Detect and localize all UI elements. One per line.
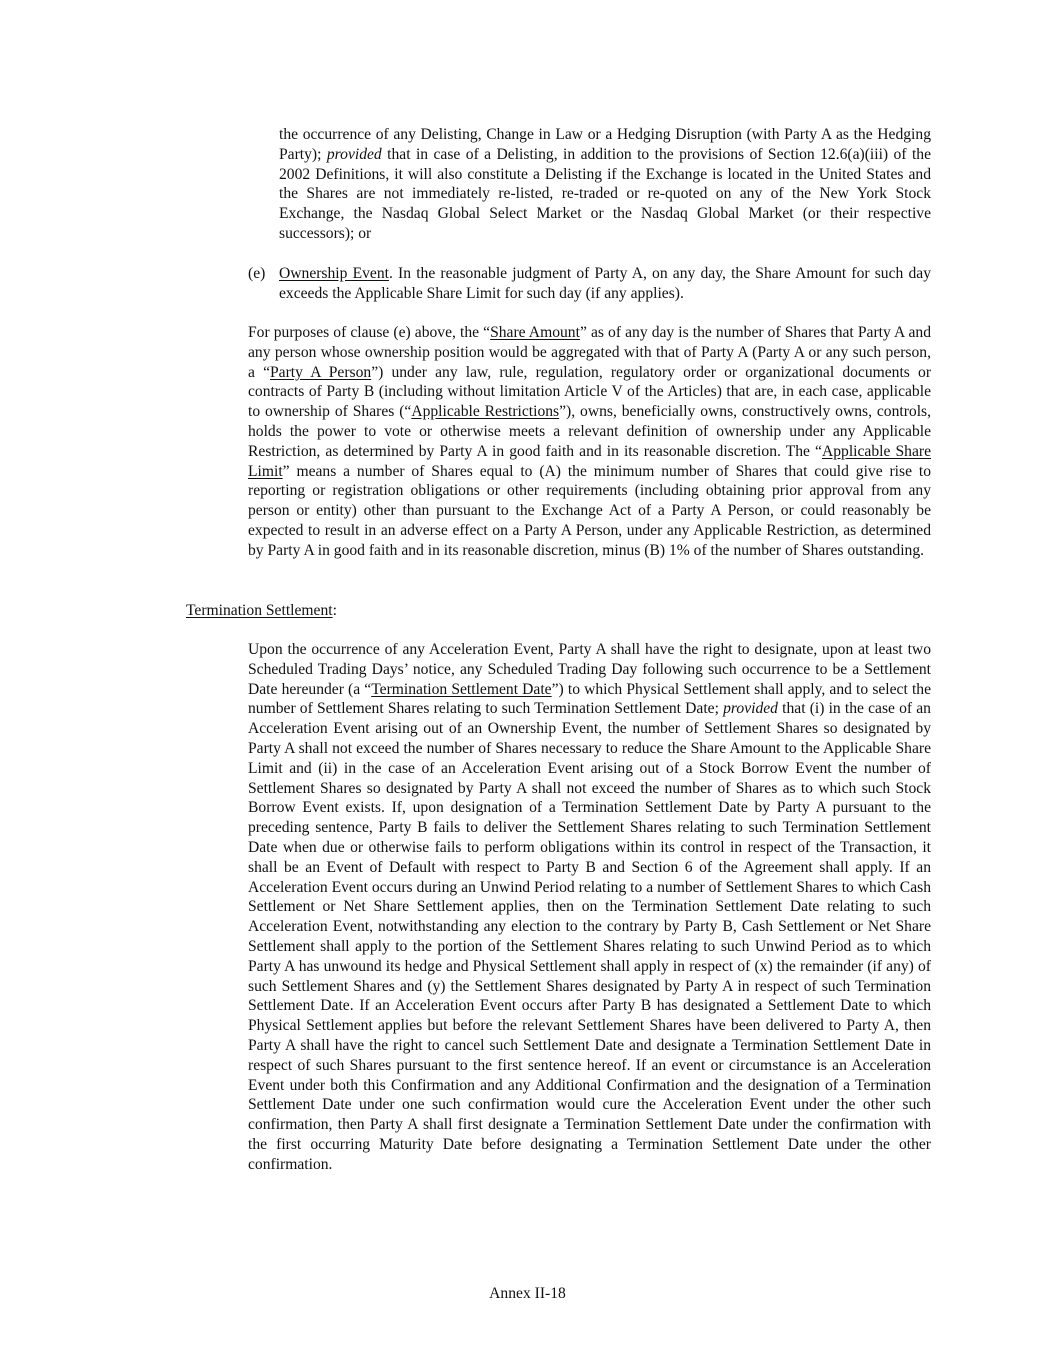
definitions-text-2: ” as of any day is the number of Shares that Party A and any person whose ownership position would be aggregated with that of Party A (Party A or any such person, a “ (248, 324, 931, 381)
applicable-share-limit-term: Applicable Share Limit (248, 442, 931, 480)
applicable-restrictions-term: Applicable Restrictions (411, 403, 560, 421)
party-a-person-term: Party A Person (270, 363, 372, 381)
clause-e-label: (e) (248, 265, 266, 282)
termination-text-1: Upon the occurrence of any Acceleration Event, Party A shall have the right to designate, upon at least two Scheduled Trading Days’ notice, any Scheduled Trading Day following such occurrence to be a Settlement Date hereunder (a “ (248, 641, 931, 698)
ownership-event-term: Ownership Event (279, 265, 389, 282)
definitions-paragraph (248, 323, 931, 561)
termination-text-2: ”) to which Physical Settlement shall apply, and to select the number of Settlement Shares relating to such Termination Settlement Date; (248, 680, 931, 718)
page-footer: Annex II-18 (489, 1285, 566, 1302)
termination-text-3: that (i) in the case of an Acceleration Event arising out of an Ownership Event, the number of Settlement Shares so designated by Party A shall not exceed the number of Shares necessary to reduce the Share Amount to the Applicable Share Limit and (ii) in the case of an Acceleration Event arising out of a Stock Borrow Event the number of Settlement Shares so designated by Party A shall not exceed the number of Shares as to which such Stock Borrow Event exists. If, upon designation of a Termination Settlement Date by Party A pursuant to the preceding sentence, Party B fails to deliver the Settlement Shares relating to such Termination Settlement Date when due or otherwise fails to perform obligations within its control in respect of the Transaction, it shall be an Event of Default with respect to Party B and Section 6 of the Agreement shall apply. If an Acceleration Event occurs during an Unwind Period relating to a number of Settlement Shares to which Cash Settlement or Net Share Settlement applies, then on the Termination Settlement Date relating to such Acceleration Event, notwithstanding any election to the contrary by Party B, Cash Settlement or Net Share Settlement shall apply to the portion of the Settlement Shares relating to such Unwind Period as to which Party A has unwound its hedge and Physical Settlement shall apply in respect of (x) the remainder (if any) of such Settlement Shares and (y) the Settlement Shares designated by Party A in respect of such Termination Settlement Date. If an Acceleration Event occurs after Party B has designated a Settlement Date to which Physical Settlement applies but before the relevant Settlement Shares have been delivered to Party A, then Party A shall have the right to cancel such Settlement Date and designate a Termination Settlement Date in respect of such Shares pursuant to the first sentence hereof. If an event or circumstance is an Acceleration Event under both this Confirmation and any Additional Confirmation and the designation of a Termination Settlement Date under one such confirmation would cure the Acceleration Event under the other such confirmation, then Party A shall first designate a Termination Settlement Date under the confirmation with the first occurring Maturity Date before designating a Termination Settlement Date under the other confirmation. (248, 700, 931, 1173)
termination-settlement-heading (186, 601, 337, 621)
continuation-text-1: the occurrence of any Delisting, Change in Law or a Hedging Disruption (with Party A as the Hedging Party); (279, 126, 931, 163)
continuation-paragraph (279, 125, 931, 244)
clause-e-body (279, 264, 931, 304)
clause-e (248, 264, 931, 304)
provided-italic-2: provided (723, 700, 778, 718)
definitions-text-4: ”), owns, beneficially owns, constructively owns, controls, holds the power to vote or otherwise meets a relevant definition of ownership under any Applicable Restriction, as determined by Party A in good faith and in its reasonable discretion. The “ (248, 403, 931, 460)
continuation-text-2: that in case of a Delisting, in addition to the provisions of Section 12.6(a)(iii) of the 2002 Definitions, it will also constitute a Delisting if the Exchange is located in the United States and the Shares are not immediately re-listed, re-traded or re-quoted on any of the New York Stock Exchange, the Nasdaq Global Select Market or the Nasdaq Global Market (or their respective successors); or (279, 145, 931, 242)
provided-italic: provided (326, 145, 382, 163)
termination-settlement-title: Termination Settlement (186, 602, 333, 619)
definitions-text-5: ” means a number of Shares equal to (A) the minimum number of Shares that could give rise to reporting or registration obligations or other requirements (including obtaining prior approval from any person or entity) other than pursuant to the Exchange Act of a Party A Person, or could reasonably be expected to result in an adverse effect on a Party A Person, under any Applicable Restriction, as determined by Party A in good faith and in its reasonable discretion, minus (B) 1% of the number of Shares outstanding. (248, 462, 931, 559)
definitions-text-3: ”) under any law, rule, regulation, regulatory order or organizational documents or contracts of Party B (including without limitation Article V of the Articles) that are, in each case, applicable to ownership of Shares (“ (248, 363, 932, 421)
share-amount-term: Share Amount (490, 324, 580, 341)
clause-e-text: . In the reasonable judgment of Party A, on any day, the Share Amount for such day exceeds the Applicable Share Limit for such day (if any applies). (279, 265, 931, 302)
definitions-text-1: For purposes of clause (e) above, the “ (248, 324, 491, 341)
termination-settlement-date-term: Termination Settlement Date (371, 680, 552, 698)
termination-settlement-paragraph (248, 640, 931, 1175)
heading-colon: : (332, 602, 337, 619)
